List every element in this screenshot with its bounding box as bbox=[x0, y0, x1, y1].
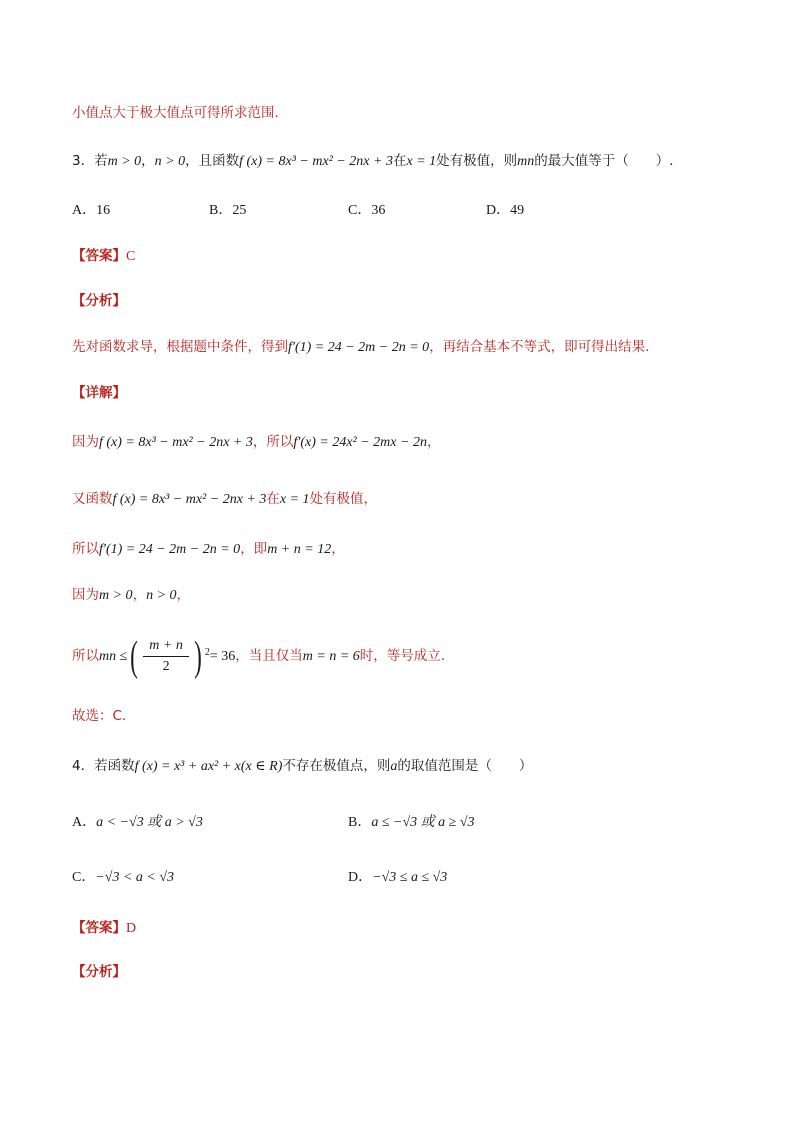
detail-equation: f (x) = 8x³ − mx² − 2nx + 3 bbox=[112, 492, 267, 507]
detail-part: 因为 bbox=[72, 434, 99, 450]
q3-stem-part: 3．若 bbox=[72, 153, 108, 169]
q3-function: f (x) = 8x³ − mx² − 2nx + 3 bbox=[239, 154, 393, 169]
q3-detail-line-5 bbox=[72, 634, 445, 679]
q4-stem-part: 4．若函数 bbox=[72, 758, 135, 774]
q3-condition-m: m > 0 bbox=[107, 154, 142, 169]
detail-part: 因为 bbox=[72, 587, 99, 603]
answer-tag: 【答案】 bbox=[72, 920, 126, 936]
q4-option-text: a ≤ −√3 或 a ≥ √3 bbox=[371, 815, 475, 830]
detail-part: ， bbox=[132, 587, 147, 603]
detail-part: 又函数 bbox=[72, 491, 113, 507]
detail-equation: m + n = 12 bbox=[267, 542, 332, 557]
detail-tag: 【详解】 bbox=[72, 385, 126, 401]
q3-analysis-heading bbox=[72, 291, 126, 312]
detail-part: 处有极值， bbox=[309, 491, 378, 507]
detail-condition-m: m > 0 bbox=[99, 588, 133, 603]
q4-option-text: −√3 < a < √3 bbox=[95, 870, 175, 885]
detail-part: ，即 bbox=[240, 541, 268, 557]
q4-option-text: a < −√3 或 a > √3 bbox=[96, 815, 203, 830]
detail-x-value: x = 1 bbox=[279, 492, 310, 507]
detail-part: ， bbox=[426, 434, 441, 450]
q3-option-c: C．36 bbox=[348, 203, 386, 218]
analysis-part: 先对函数求导，根据题中条件，得到 bbox=[72, 339, 288, 355]
analysis-tag: 【分析】 bbox=[72, 293, 126, 309]
q4-answer bbox=[72, 918, 136, 939]
q3-stem-part: ，且函数 bbox=[185, 153, 240, 169]
answer-value: C bbox=[126, 249, 136, 264]
analysis-part: ，再结合基本不等式，即可得出结果. bbox=[429, 339, 650, 355]
q3-answer bbox=[72, 246, 135, 267]
q3-stem-part: ， bbox=[141, 153, 155, 169]
analysis-tag: 【分析】 bbox=[72, 964, 126, 980]
q4-option-c bbox=[72, 868, 174, 888]
q3-option-b: B．25 bbox=[209, 203, 247, 218]
q3-detail-line-2 bbox=[72, 489, 377, 510]
fraction bbox=[143, 637, 189, 676]
q3-x-value: x = 1 bbox=[406, 154, 437, 169]
q4-option-text: −√3 ≤ a ≤ √3 bbox=[372, 870, 448, 885]
q4-option-label: D． bbox=[348, 870, 373, 885]
q3-detail-line-3 bbox=[72, 539, 345, 560]
q4-option-label: B． bbox=[348, 815, 372, 830]
q3-mn: mn bbox=[517, 154, 535, 169]
q4-function: f (x) = x³ + ax² + x(x ∈ R) bbox=[134, 759, 283, 774]
q4-stem-part: 不存在极值点，则 bbox=[282, 758, 391, 774]
fraction-denominator: 2 bbox=[162, 659, 170, 675]
fraction-bar bbox=[143, 656, 189, 657]
q3-condition-n: n > 0 bbox=[154, 154, 186, 169]
analysis-equation: f′(1) = 24 − 2m − 2n = 0 bbox=[288, 340, 430, 355]
detail-equation: f (x) = 8x³ − mx² − 2nx + 3 bbox=[99, 435, 253, 450]
detail-fraction-group bbox=[127, 635, 210, 679]
q3-stem-part: 处有极值，则 bbox=[436, 153, 518, 169]
q4-option-label: A． bbox=[72, 815, 97, 830]
q4-option-b bbox=[348, 813, 475, 833]
exponent: 2 bbox=[204, 646, 210, 658]
q3-detail-heading bbox=[72, 383, 126, 404]
detail-result: = 36 bbox=[209, 649, 236, 664]
detail-equation: f′(x) = 24x² − 2mx − 2n bbox=[293, 435, 427, 450]
q3-conclusion: 故选：C. bbox=[72, 708, 127, 724]
detail-equation: m = n = 6 bbox=[302, 649, 360, 664]
answer-tag: 【答案】 bbox=[72, 248, 126, 264]
detail-part: 在 bbox=[266, 491, 280, 507]
q3-option-a: A．16 bbox=[72, 203, 111, 218]
q3-detail-line-1 bbox=[72, 432, 440, 453]
detail-mn-leq: mn ≤ bbox=[99, 649, 128, 664]
detail-part: 时，等号成立. bbox=[359, 648, 446, 664]
q3-analysis-text bbox=[72, 337, 649, 358]
q4-option-a bbox=[72, 813, 203, 833]
answer-value: D bbox=[126, 921, 137, 936]
q4-stem bbox=[72, 756, 532, 777]
detail-condition-n: n > 0 bbox=[146, 588, 177, 603]
intro-text: 小值点大于极大值点可得所求范围. bbox=[72, 105, 279, 121]
q3-detail-line-4 bbox=[72, 585, 190, 606]
q4-option-label: C． bbox=[72, 870, 96, 885]
q4-option-d bbox=[348, 868, 447, 888]
q3-option-d: D．49 bbox=[486, 203, 525, 218]
detail-equation: f′(1) = 24 − 2m − 2n = 0 bbox=[99, 542, 241, 557]
detail-part: ，所以 bbox=[252, 434, 294, 450]
fraction-numerator: m + n bbox=[149, 638, 183, 654]
detail-part: ， bbox=[331, 541, 345, 557]
q3-stem bbox=[72, 151, 674, 172]
left-paren: ( bbox=[130, 633, 139, 680]
q4-stem-part: 的取值范围是（ ） bbox=[397, 758, 533, 774]
detail-part: ，当且仅当 bbox=[235, 648, 303, 664]
right-paren: ) bbox=[194, 633, 202, 680]
q3-stem-part: 的最大值等于（ ）. bbox=[534, 153, 674, 169]
q3-stem-part: 在 bbox=[392, 153, 407, 169]
q4-analysis-heading bbox=[72, 962, 126, 983]
detail-part: 所以 bbox=[72, 541, 99, 557]
q4-variable-a: a bbox=[390, 759, 398, 774]
detail-part: 所以 bbox=[72, 648, 99, 664]
detail-part: ， bbox=[176, 587, 191, 603]
